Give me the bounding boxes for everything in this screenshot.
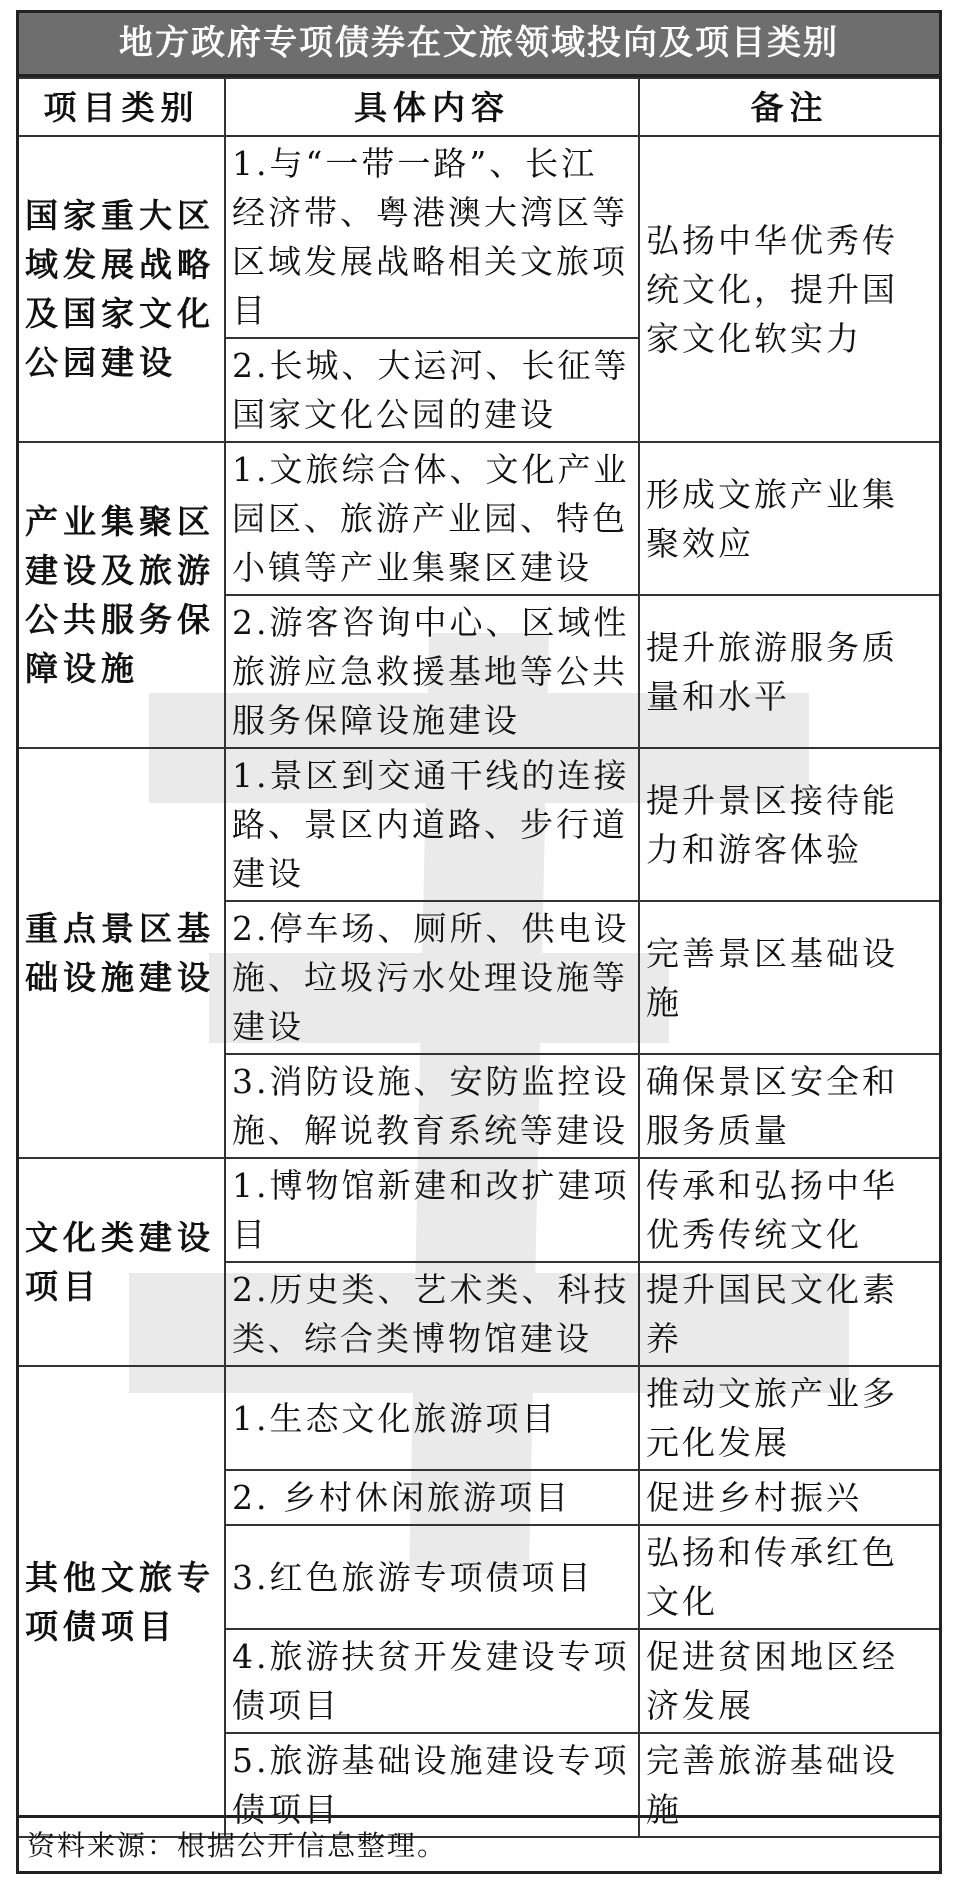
note-cell: 提升旅游服务质量和水平: [639, 595, 939, 748]
content-cell: 1.文旅综合体、文化产业园区、旅游产业园、特色小镇等产业集聚区建设: [225, 442, 639, 595]
note-cell: 促进贫困地区经济发展: [639, 1629, 939, 1733]
content-cell: 2.历史类、艺术类、科技类、综合类博物馆建设: [225, 1262, 639, 1366]
note-cell: 推动文旅产业多元化发展: [639, 1366, 939, 1470]
table-row: [19, 1158, 939, 1262]
table-row: [19, 442, 939, 595]
note-cell: 确保景区安全和服务质量: [639, 1054, 939, 1158]
content-cell: 4.旅游扶贫开发建设专项债项目: [225, 1629, 639, 1733]
note-cell: 促进乡村振兴: [639, 1470, 939, 1525]
header-row: [19, 78, 939, 136]
content-cell: 1.景区到交通干线的连接路、景区内道路、步行道建设: [225, 748, 639, 901]
content-cell: 2.游客咨询中心、区域性旅游应急救援基地等公共服务保障设施建设: [225, 595, 639, 748]
table-row: [19, 1366, 939, 1470]
content-cell: 1.生态文化旅游项目: [225, 1366, 639, 1470]
category-cell: 文化类建设项目: [19, 1158, 225, 1366]
table-row: [19, 748, 939, 901]
table-frame: [16, 10, 942, 1874]
category-cell: 国家重大区域发展战略及国家文化公园建设: [19, 136, 225, 442]
category-cell: 产业集聚区建设及旅游公共服务保障设施: [19, 442, 225, 748]
project-table: [19, 77, 939, 1838]
note-cell: 传承和弘扬中华优秀传统文化: [639, 1158, 939, 1262]
category-cell: 重点景区基础设施建设: [19, 748, 225, 1158]
note-cell: 形成文旅产业集聚效应: [639, 442, 939, 595]
header-note: 备注: [639, 78, 939, 136]
note-cell: 完善景区基础设施: [639, 901, 939, 1054]
note-cell: 完善旅游基础设施: [639, 1733, 939, 1837]
content-cell: 3.消防设施、安防监控设施、解说教育系统等建设: [225, 1054, 639, 1158]
content-cell: 2.停车场、厕所、供电设施、垃圾污水处理设施等建设: [225, 901, 639, 1054]
content-cell: 2.长城、大运河、长征等国家文化公园的建设: [225, 338, 639, 442]
note-cell: 弘扬和传承红色文化: [639, 1525, 939, 1629]
category-cell: 其他文旅专项债项目: [19, 1366, 225, 1837]
table-row: [19, 136, 939, 338]
header-content: 具体内容: [225, 78, 639, 136]
content-cell: 5.旅游基础设施建设专项债项目: [225, 1733, 639, 1837]
table-title: 地方政府专项债券在文旅领域投向及项目类别: [19, 13, 939, 77]
content-cell: 2. 乡村休闲旅游项目: [225, 1470, 639, 1525]
content-cell: 1.与“一带一路”、长江经济带、粤港澳大湾区等区域发展战略相关文旅项目: [225, 136, 639, 338]
note-cell: 弘扬中华优秀传统文化，提升国家文化软实力: [639, 136, 939, 442]
content-cell: 3.红色旅游专项债项目: [225, 1525, 639, 1629]
source-note: 资料来源：根据公开信息整理。: [19, 1815, 939, 1871]
header-category: 项目类别: [19, 78, 225, 136]
note-cell: 提升国民文化素养: [639, 1262, 939, 1366]
content-cell: 1.博物馆新建和改扩建项目: [225, 1158, 639, 1262]
note-cell: 提升景区接待能力和游客体验: [639, 748, 939, 901]
